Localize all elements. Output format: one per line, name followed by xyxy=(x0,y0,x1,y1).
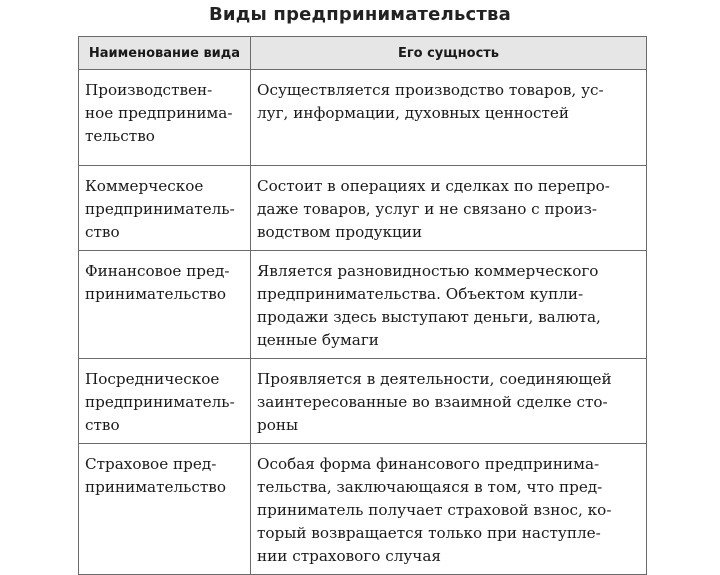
type-name-line: Страховое пред- xyxy=(85,455,217,473)
type-name-line: ное предпринима- xyxy=(85,104,233,122)
essence-cell xyxy=(251,251,647,359)
essence-line: Осуществляется производство товаров, ус- xyxy=(257,81,604,99)
type-name-line: тельство xyxy=(85,127,155,145)
table-row xyxy=(79,166,647,251)
essence-cell xyxy=(251,166,647,251)
essence-line: нии страхового случая xyxy=(257,547,441,565)
type-name-line: Посредническое xyxy=(85,370,220,388)
types-table xyxy=(78,36,647,575)
essence-line: продажи здесь выступают деньги, валюта, xyxy=(257,308,601,326)
type-name-line: предприниматель- xyxy=(85,200,235,218)
type-name-line: ство xyxy=(85,223,120,241)
essence-line: торый возвращается только при наступле- xyxy=(257,524,601,542)
essence-cell xyxy=(251,444,647,575)
essence-line: водством продукции xyxy=(257,223,423,241)
type-name-cell xyxy=(79,70,251,166)
table-row xyxy=(79,251,647,359)
essence-line: Проявляется в деятельности, соединяющей xyxy=(257,370,612,388)
type-name-cell xyxy=(79,166,251,251)
type-name-cell xyxy=(79,359,251,444)
table-row xyxy=(79,359,647,444)
type-name-line: Коммерческое xyxy=(85,177,204,195)
type-name-cell xyxy=(79,251,251,359)
header-essence: Его сущность xyxy=(251,37,647,70)
type-name-line: Финансовое пред- xyxy=(85,262,230,280)
table-row xyxy=(79,70,647,166)
header-type-name: Наименование вида xyxy=(79,37,251,70)
essence-line: ценные бумаги xyxy=(257,331,379,349)
essence-line: приниматель получает страховой взнос, ко- xyxy=(257,501,612,519)
essence-line: даже товаров, услуг и не связано с произ- xyxy=(257,200,598,218)
type-name-line: ство xyxy=(85,416,120,434)
type-name-cell xyxy=(79,444,251,575)
essence-line: Состоит в операциях и сделках по перепро- xyxy=(257,177,610,195)
type-name-line: принимательство xyxy=(85,285,226,303)
types-table-container xyxy=(78,36,646,575)
type-name-line: принимательство xyxy=(85,478,226,496)
essence-cell xyxy=(251,70,647,166)
essence-line: луг, информации, духовных ценностей xyxy=(257,104,570,122)
essence-line: Особая форма финансового предпринима- xyxy=(257,455,600,473)
essence-line: предпринимательства. Объектом купли- xyxy=(257,285,584,303)
essence-line: роны xyxy=(257,416,299,434)
table-header-row xyxy=(79,37,647,70)
essence-cell xyxy=(251,359,647,444)
type-name-line: предприниматель- xyxy=(85,393,235,411)
essence-line: заинтересованные во взаимной сделке сто- xyxy=(257,393,608,411)
page-title: Виды предпринимательства xyxy=(209,4,511,25)
essence-line: тельства, заключающаяся в том, что пред- xyxy=(257,478,603,496)
type-name-line: Производствен- xyxy=(85,81,213,99)
essence-line: Является разновидностью коммерческого xyxy=(257,262,599,280)
table-row xyxy=(79,444,647,575)
